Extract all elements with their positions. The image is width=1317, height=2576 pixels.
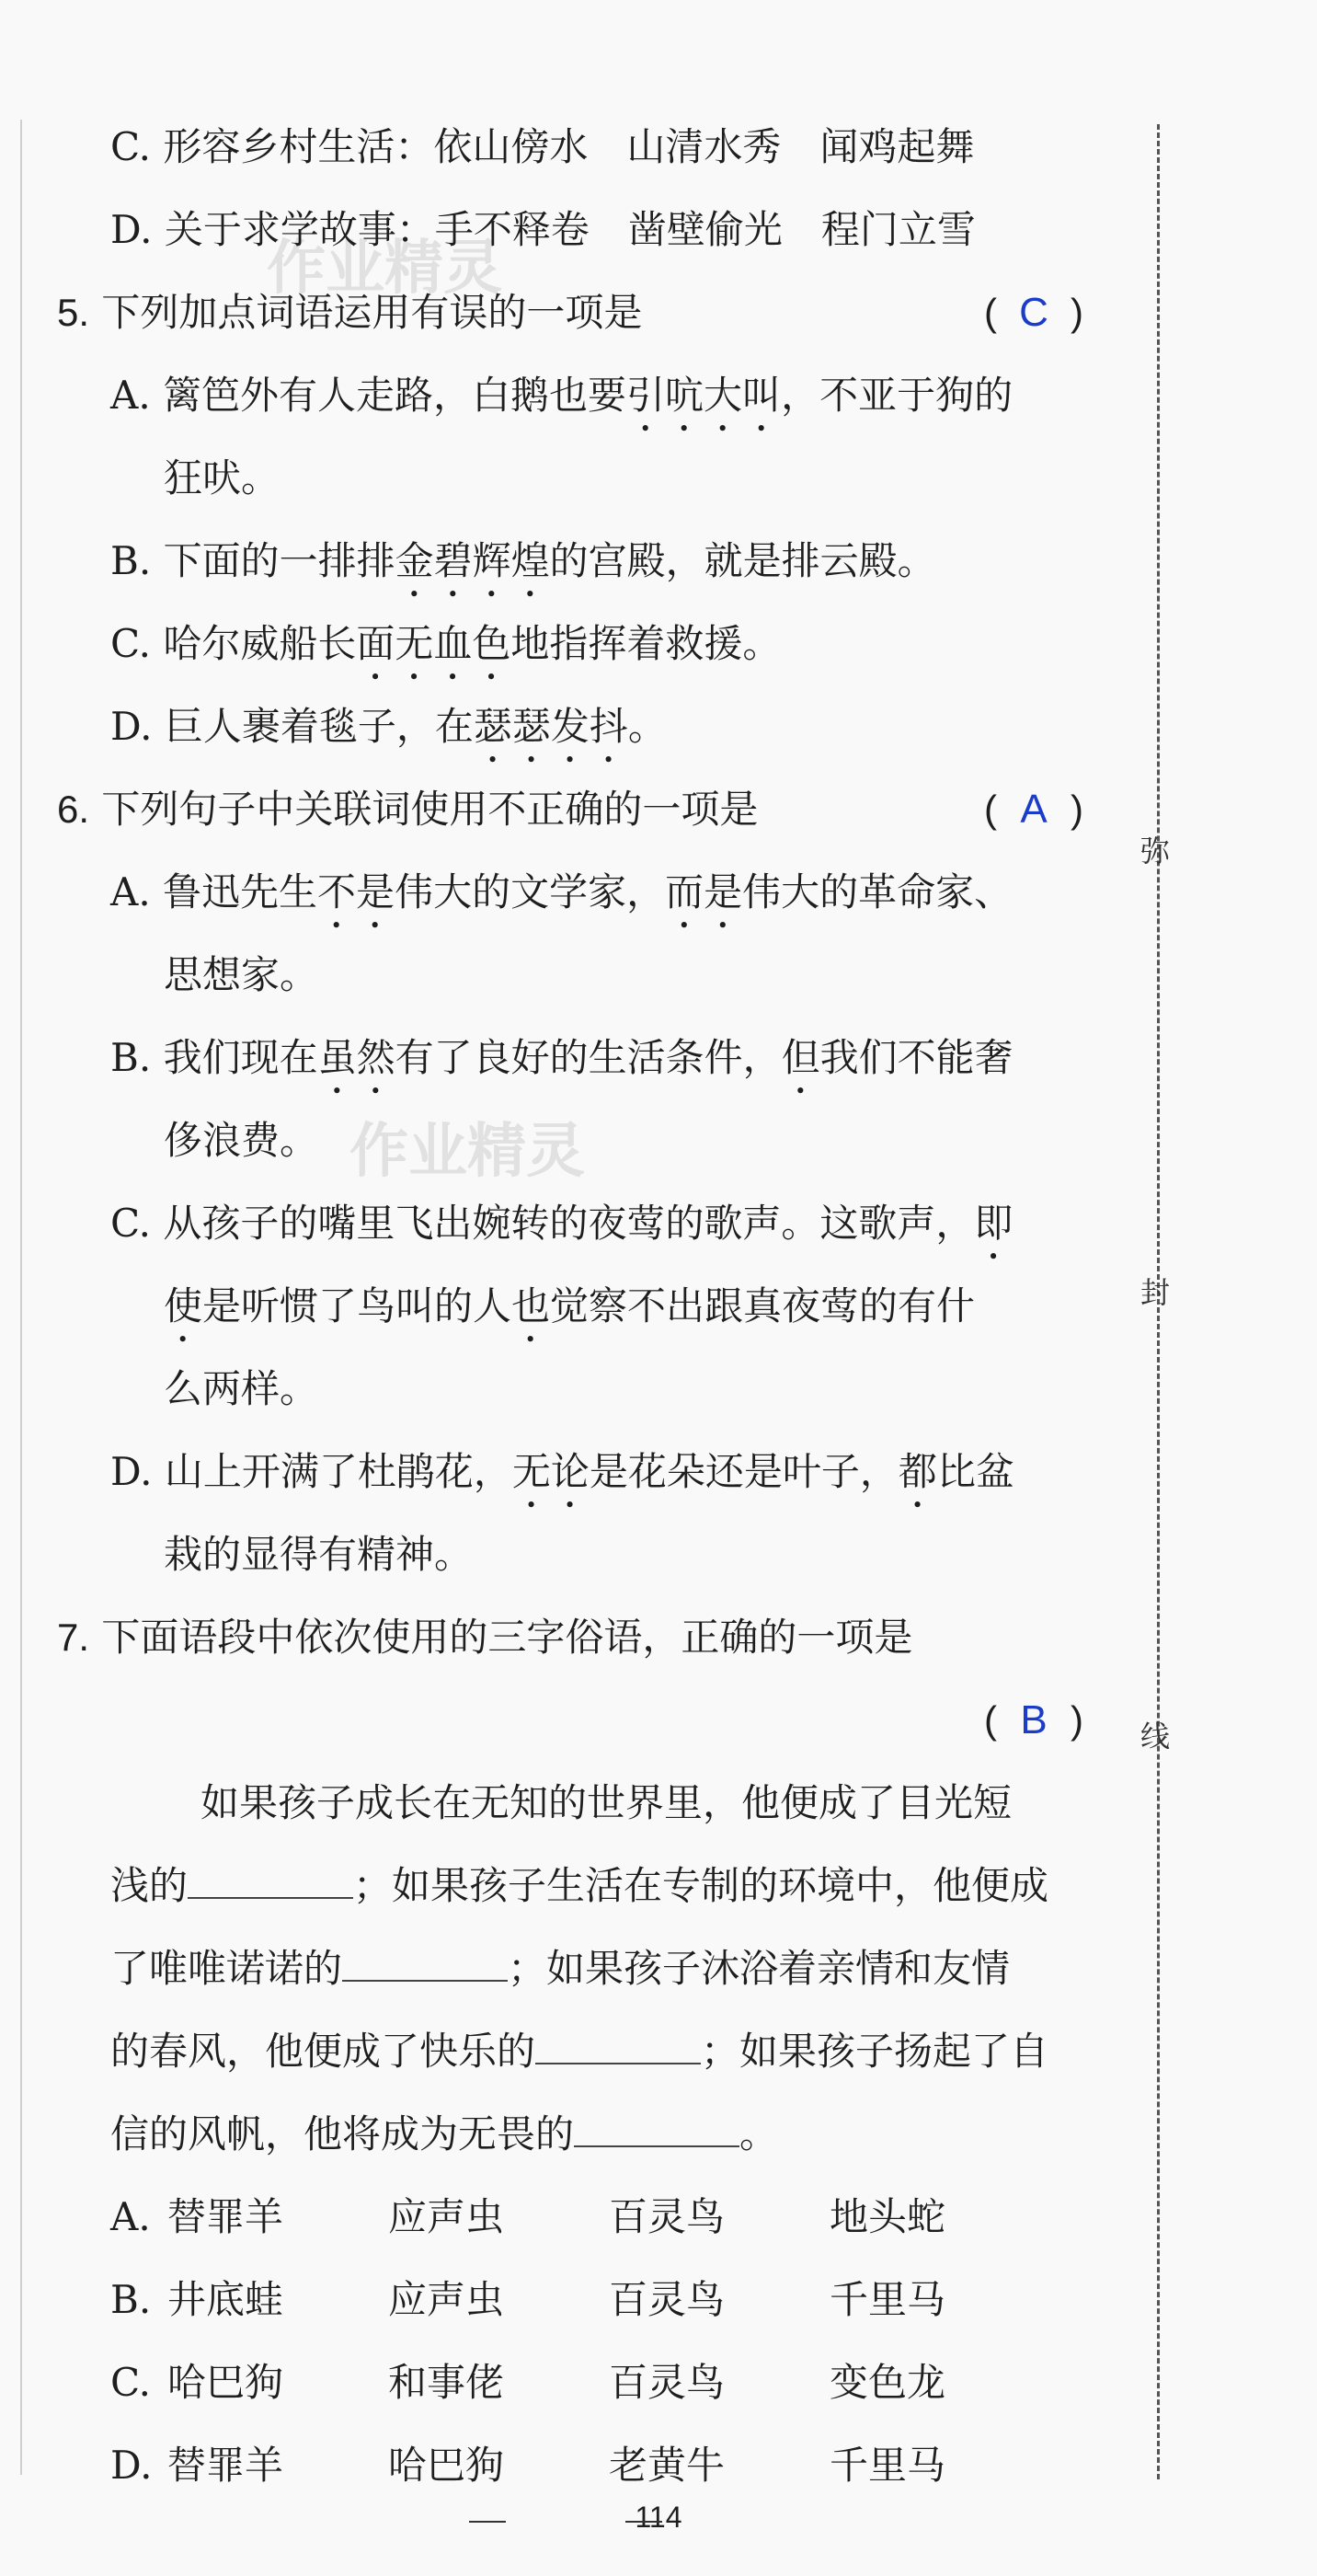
q7-passage-line5: 信的风帆，他将成为无畏的 。 — [110, 2102, 778, 2167]
q6-option-d: D. 山上开满了杜鹃花，无论是花朵还是叶子，都比盆 — [110, 1449, 1014, 1494]
q5-option-d: D. 巨人裹着毯子，在瑟瑟发抖。 — [110, 704, 667, 749]
margin-char-feng: 封 — [1140, 1275, 1171, 1310]
q7-passage-line2: 浅的 ；如果孩子生活在专制的环境中，他便成 — [110, 1854, 1048, 1918]
q7-answer: B — [1020, 1697, 1048, 1742]
margin-char-xian: 线 — [1140, 1719, 1171, 1754]
q7-passage-line4: 的春风，他便成了快乐的 ；如果孩子扬起了自 — [110, 2019, 1048, 2084]
q5-option-c: C. 哈尔威船长面无血色地指挥着救援。 — [110, 621, 782, 666]
fill-blank — [535, 2022, 701, 2064]
q5-answer-box: ( C ) — [984, 281, 1083, 345]
q5-stem — [57, 281, 642, 345]
q6-option-b: B. 我们现在虽然有了良好的生活条件，但我们不能奢 — [110, 1035, 1014, 1080]
q7-option-b: B. 井底蛙 应声虫 百灵鸟 千里马 — [110, 2277, 946, 2322]
q7-text: 下面语段中依次使用的三字俗语，正确的一项是 — [101, 1616, 913, 1659]
q6-option-a: A. 鲁迅先生不是伟大的文学家，而是伟大的革命家、 — [110, 869, 1014, 914]
q6-stem — [57, 777, 758, 842]
emphasis-dots: 引吭大叫 — [626, 373, 782, 418]
q5-option-a: A. 篱笆外有人走路，白鹅也要引吭大叫，不亚于狗的 — [110, 373, 1014, 418]
q6-answer: A — [1020, 787, 1048, 832]
q5-answer: C — [1019, 290, 1048, 335]
emphasis-dots: 瑟瑟发抖 — [473, 704, 628, 749]
q6-option-b-cont: 侈浪费。 — [164, 1118, 319, 1163]
watermark: 作业精灵 — [349, 1118, 585, 1186]
page-number: 114 — [635, 2501, 682, 2534]
q6-option-d-cont: 栽的显得有精神。 — [164, 1532, 474, 1577]
q7-number: 7. — [57, 1616, 90, 1659]
q7-option-d: D. 替罪羊 哈巴狗 老黄牛 千里马 — [110, 2443, 946, 2488]
margin-char-mi: 弥 — [1140, 834, 1171, 868]
q6-option-c: C. 从孩子的嘴里飞出婉转的夜莺的歌声。这歌声，即 — [110, 1201, 1014, 1246]
q6-answer-box: ( A ) — [984, 777, 1083, 842]
q7-option-c: C. 哈巴狗 和事佬 百灵鸟 变色龙 — [110, 2360, 946, 2405]
q5-text: 下列加点词语运用有误的一项是 — [101, 291, 643, 334]
q7-stem — [57, 1605, 912, 1670]
fill-blank — [342, 1939, 508, 1982]
q5-option-b: B. 下面的一排排金碧辉煌的宫殿，就是排云殿。 — [110, 538, 936, 583]
footer-dash-right — [625, 2521, 662, 2523]
q7-passage-line3: 了唯唯诺诺的 ；如果孩子沐浴着亲情和友情 — [110, 1937, 1010, 2001]
q5-number: 5. — [57, 291, 90, 334]
fill-blank — [574, 2105, 739, 2147]
q6-option-c-cont2: 么两样。 — [164, 1366, 319, 1411]
q6-option-a-cont: 思想家。 — [164, 952, 319, 997]
emphasis-dots: 金碧辉煌 — [395, 538, 550, 583]
watermark: 作业精灵 — [267, 235, 502, 303]
q6-option-c-cont: 使是听惯了鸟叫的人也觉察不出跟真夜莺的有什 — [164, 1283, 976, 1328]
emphasis-dots: 面无血色 — [356, 621, 511, 666]
left-margin-rule — [20, 120, 22, 2475]
fill-blank — [188, 1857, 353, 1899]
q7-answer-box: ( B ) — [984, 1688, 1083, 1753]
q4-option-d: D. 关于求学故事：手不释卷 凿壁偷光 程门立雪 — [110, 207, 976, 252]
q7-option-a: A. 替罪羊 应声虫 百灵鸟 地头蛇 — [110, 2194, 946, 2239]
q6-number: 6. — [57, 788, 90, 831]
q5-option-a-cont: 狂吠。 — [164, 455, 281, 500]
q7-passage-line1: 如果孩子成长在无知的世界里，他便成了目光短 — [200, 1781, 1013, 1824]
q6-text: 下列句子中关联词使用不正确的一项是 — [101, 788, 759, 831]
q4-option-c: C. 形容乡村生活：依山傍水 山清水秀 闻鸡起舞 — [110, 124, 975, 169]
